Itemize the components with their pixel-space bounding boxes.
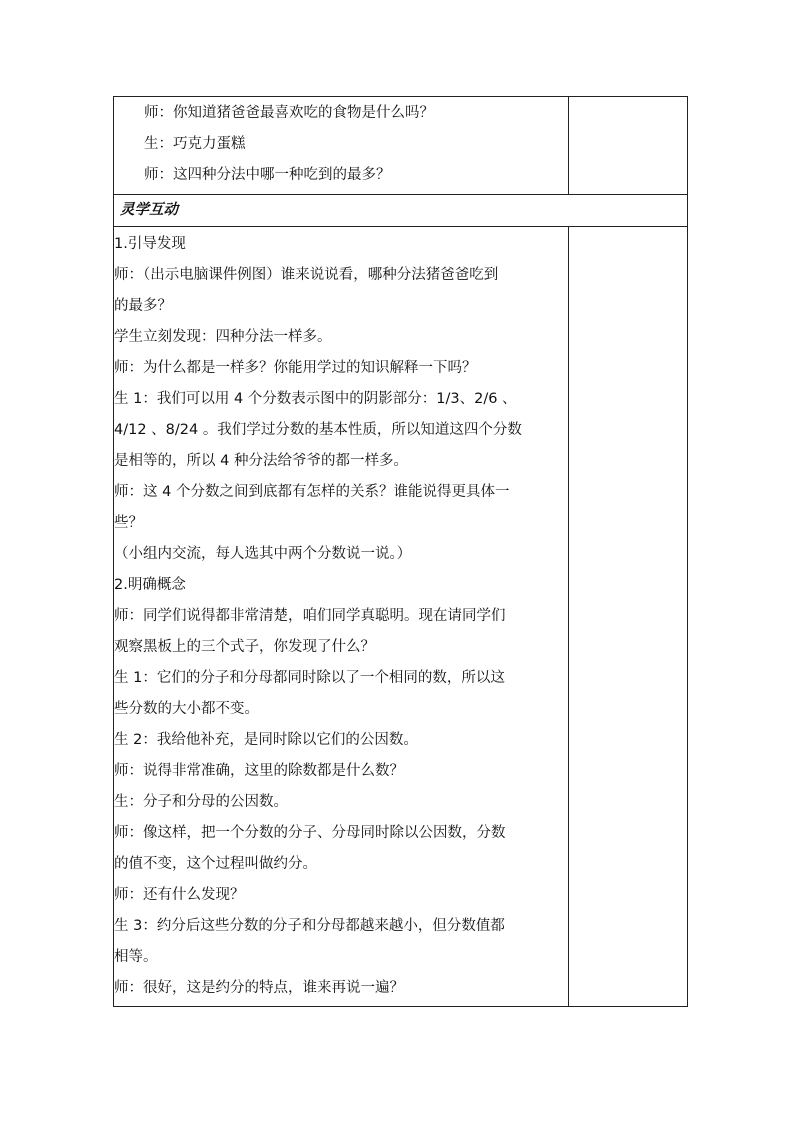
section-header-cell <box>114 195 688 227</box>
subsection-heading: 1.引导发现 <box>114 236 186 252</box>
lesson-plan-table <box>113 96 688 1007</box>
dialogue-line: 观察黑板上的三个式子，你发现了什么？ <box>114 639 375 655</box>
dialogue-line: 些分数的大小都不变。 <box>114 701 259 717</box>
subsection-heading: 2.明确概念 <box>114 577 186 593</box>
dialogue-line: 师：（出示电脑课件例图）谁来说说看，哪种分法猪爸爸吃到 <box>114 267 499 283</box>
dialogue-line: 的值不变，这个过程叫做约分。 <box>114 856 317 872</box>
dialogue-line: 4/12 、8/24 。我们学过分数的基本性质，所以知道这四个分数 <box>114 422 522 438</box>
notes-cell-body <box>569 227 688 1007</box>
dialogue-line: 师：像这样，把一个分数的分子、分母同时除以公因数，分数 <box>114 825 506 841</box>
dialogue-line: 师：说得非常准确，这里的除数都是什么数？ <box>114 763 404 779</box>
dialogue-line: 师：很好，这是约分的特点，谁来再说一遍？ <box>114 980 404 996</box>
dialogue-line: 相等。 <box>114 949 158 965</box>
dialogue-line: 师：为什么都是一样多？你能用学过的知识解释一下吗？ <box>114 360 477 376</box>
dialogue-line: 生：巧克力蛋糕 <box>144 136 246 152</box>
dialogue-line: 学生立刻发现：四种分法一样多。 <box>114 329 332 345</box>
dialogue-line: 的最多？ <box>114 298 172 314</box>
section-header-row <box>114 195 688 227</box>
dialogue-line: 师：你知道猪爸爸最喜欢吃的食物是什么吗？ <box>144 105 434 121</box>
dialogue-line: 师：还有什么发现？ <box>114 887 245 903</box>
dialogue-line: 师：这 4 个分数之间到底都有怎样的关系？谁能说得更具体一 <box>114 484 510 500</box>
dialogue-line: 生：分子和分母的公因数。 <box>114 794 288 810</box>
dialogue-cell-body <box>114 227 569 1007</box>
dialogue-line: 生 1：我们可以用 4 个分数表示图中的阴影部分：1/3、2/6 、 <box>114 391 517 407</box>
dialogue-line: 师：同学们说得都非常清楚，咱们同学真聪明。现在请同学们 <box>114 608 506 624</box>
dialogue-line: 生 3：约分后这些分数的分子和分母都越来越小，但分数值都 <box>114 918 505 934</box>
dialogue-cell-top <box>114 97 569 195</box>
dialogue-line: 生 1：它们的分子和分母都同时除以了一个相同的数，所以这 <box>114 670 505 686</box>
notes-cell-top <box>569 97 688 195</box>
dialogue-line: 是相等的，所以 4 种分法给爷爷的都一样多。 <box>114 453 408 469</box>
dialogue-line: 些？ <box>114 515 143 531</box>
dialogue-row-body <box>114 227 688 1007</box>
dialogue-line: 生 2：我给他补充，是同时除以它们的公因数。 <box>114 732 418 748</box>
dialogue-line: 师：这四种分法中哪一种吃到的最多？ <box>144 167 391 183</box>
dialogue-line: （小组内交流，每人选其中两个分数说一说。） <box>114 546 412 562</box>
section-title: 灵学互动 <box>120 202 178 218</box>
dialogue-row-top <box>114 97 688 195</box>
